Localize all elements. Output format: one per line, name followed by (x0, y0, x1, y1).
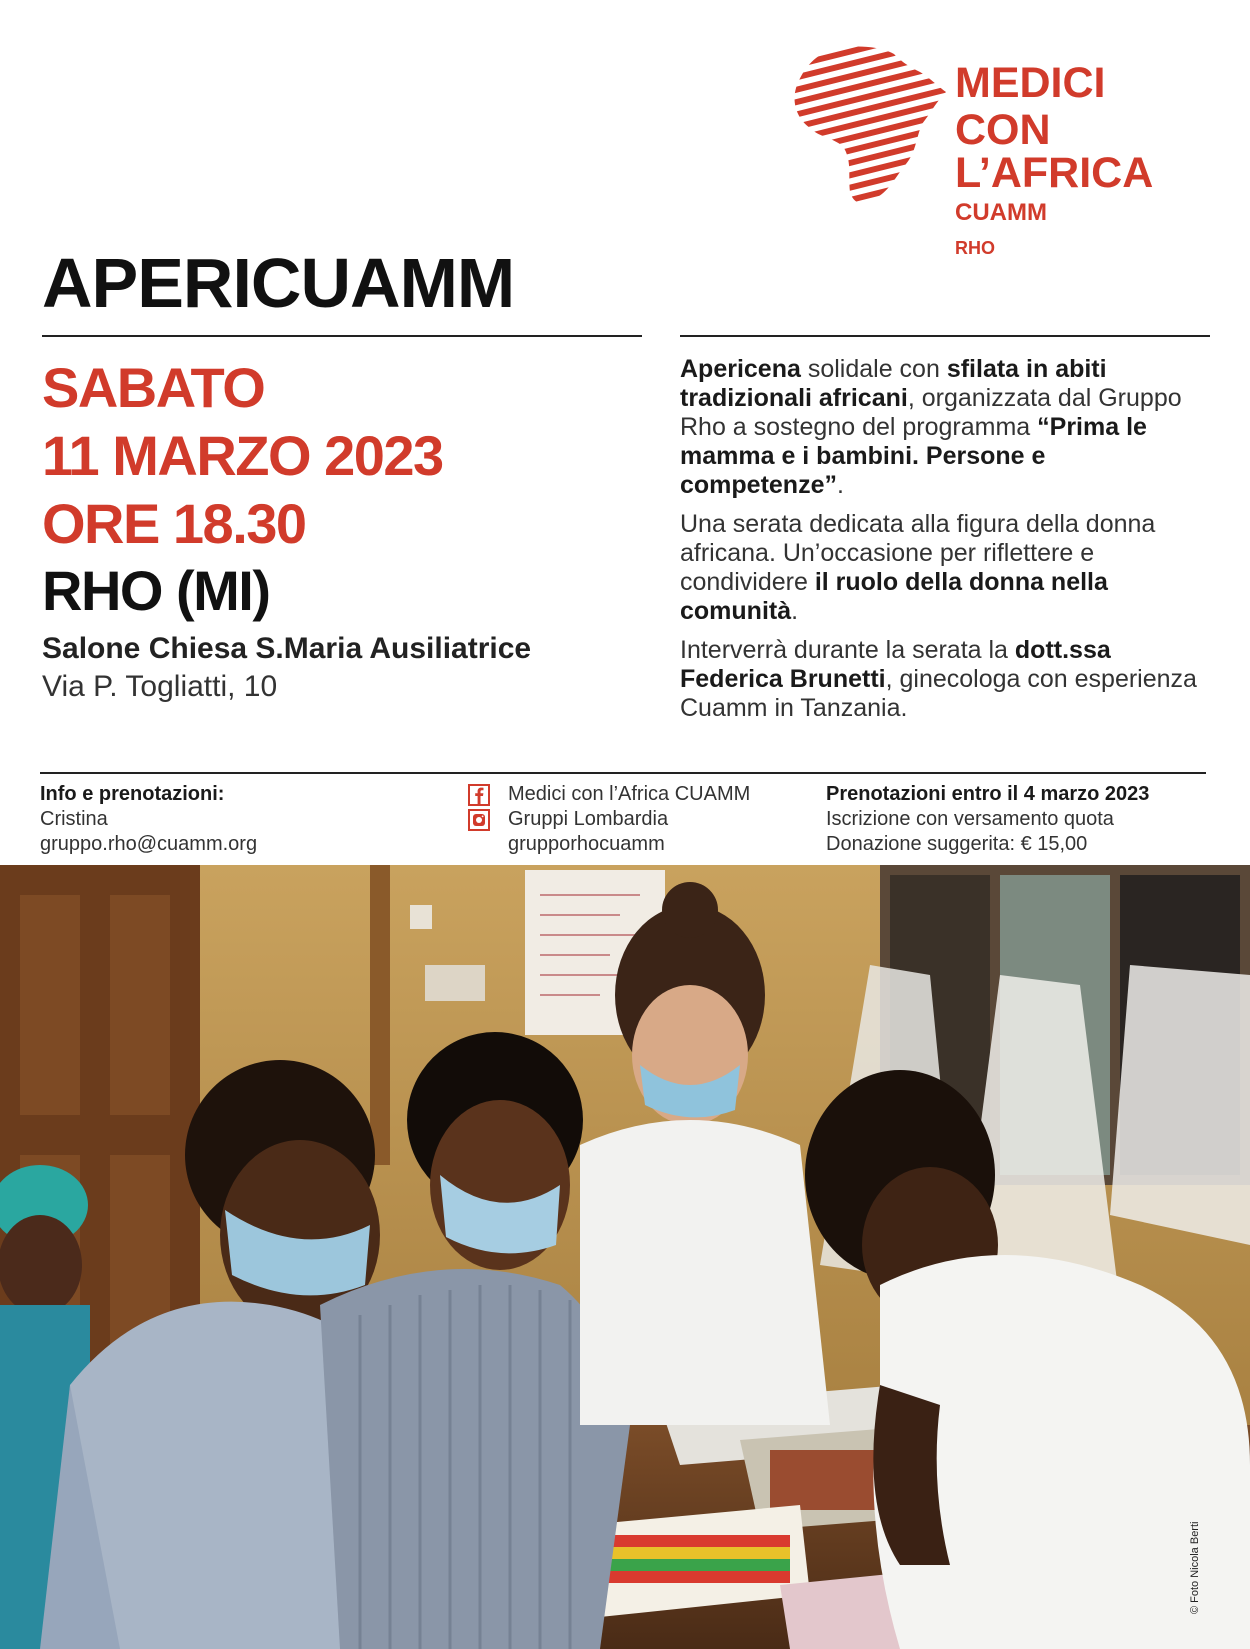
event-date: 11 MARZO 2023 (42, 424, 443, 487)
desc-text: . (791, 597, 799, 625)
desc-text: , organizzata dal Gruppo Rho a sostegno del programma (680, 384, 1182, 441)
event-time: ORE 18.30 (42, 492, 306, 555)
desc-bold: Apericena (680, 355, 801, 383)
info-email[interactable]: gruppo.rho@cuamm.org (40, 833, 258, 855)
description-paragraph-3 (680, 636, 1210, 723)
africa-logo-icon (790, 42, 950, 210)
divider-footer (40, 772, 1206, 774)
instagram-label: Gruppi Lombardia (508, 808, 669, 830)
facebook-icon (468, 784, 490, 806)
facebook-label: Medici con l’Africa CUAMM (508, 783, 751, 805)
desc-bold: sfilata in abiti tradizionali africani (680, 355, 1107, 412)
desc-bold: “Prima le mamma e i bambini. Persone e competenze” (680, 413, 1147, 499)
divider-right (680, 335, 1210, 337)
page-title: APERICUAMM (42, 244, 515, 322)
description-paragraph-1 (680, 355, 1210, 500)
info-heading: Info e prenotazioni: (40, 783, 225, 805)
social-links (468, 782, 750, 857)
booking-line-2: Donazione suggerita: € 15,00 (826, 833, 1088, 855)
logo-line-cuamm: CUAMM (955, 199, 1047, 226)
desc-text: , ginecologa con esperienza Cuamm in Tanzania. (680, 665, 1197, 722)
instagram-link[interactable] (468, 807, 750, 832)
logo-line-medici: MEDICI (955, 59, 1106, 107)
event-city: RHO (MI) (42, 559, 270, 622)
desc-text: Una serata dedicata alla figura della donna africana. Un’occasione per riflettere e condividere (680, 510, 1156, 596)
desc-bold: il ruolo della donna nella comunità (680, 568, 1108, 625)
desc-text: solidale con (800, 355, 947, 383)
desc-text: Interverrà durante la serata la (680, 636, 1015, 664)
desc-bold: dott.ssa Federica Brunetti (680, 636, 1111, 693)
description-paragraph-2 (680, 510, 1210, 626)
event-photo (0, 865, 1250, 1649)
event-address: Via P. Togliatti, 10 (42, 670, 278, 703)
event-description (680, 355, 1210, 733)
event-day: SABATO (42, 356, 265, 419)
desc-text: . (836, 471, 844, 499)
divider-left (42, 335, 642, 337)
info-name: Cristina (40, 808, 108, 830)
booking-heading: Prenotazioni entro il 4 marzo 2023 (826, 783, 1150, 805)
instagram-icon (468, 809, 490, 831)
photo-credit: © Foto Nicola Berti (1189, 1521, 1201, 1614)
event-venue: Salone Chiesa S.Maria Ausiliatrice (42, 632, 532, 665)
logo-line-africa: CON L’AFRICA (955, 106, 1154, 197)
booking-info (826, 782, 1149, 857)
logo-line-rho: RHO (955, 238, 995, 258)
booking-line-1: Iscrizione con versamento quota (826, 808, 1114, 830)
info-contact (40, 782, 257, 857)
facebook-link[interactable] (468, 782, 750, 807)
logo-wordmark (955, 59, 1250, 258)
social-handle: grupporhocuamm (508, 833, 665, 855)
